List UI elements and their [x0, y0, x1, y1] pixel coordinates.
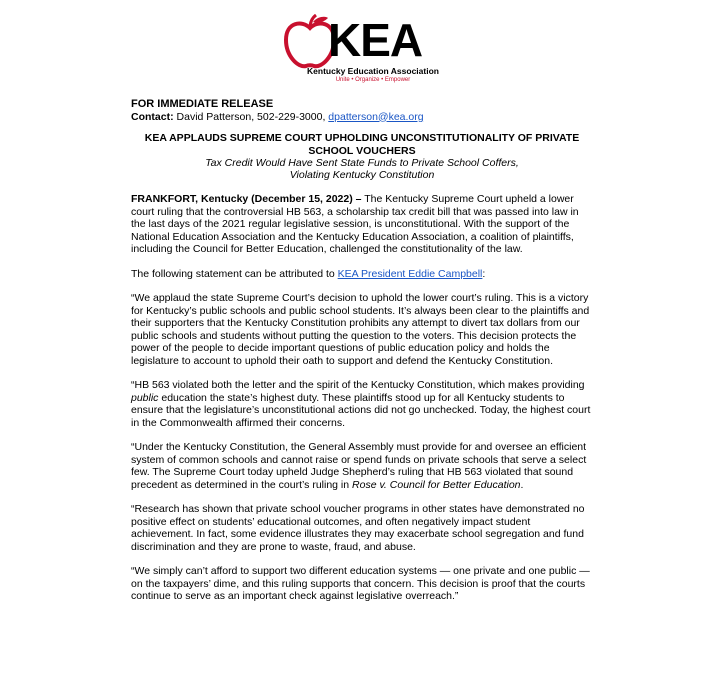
press-release-body	[131, 98, 593, 603]
release-label: FOR IMMEDIATE RELEASE	[131, 98, 274, 110]
paragraph-4	[131, 379, 593, 429]
paragraph-4-pre: “HB 563 violated both the letter and the spirit of the Kentucky Constitution, which makes providing	[131, 379, 585, 391]
contact-email-link[interactable]: dpatterson@kea.org	[328, 110, 424, 123]
paragraph-5-post: .	[520, 478, 524, 491]
logo-wordmark: KEA	[328, 14, 423, 66]
logo-tagline: Unite • Organize • Empower	[335, 77, 411, 83]
headline-line-1: KEA APPLAUDS SUPREME COURT UPHOLDING UNCONSTITUTIONALITY OF PRIVATE	[144, 132, 580, 144]
paragraph-5	[131, 441, 593, 491]
contact-text: David Patterson, 502-229-3000,	[176, 110, 326, 123]
kea-logo	[280, 14, 440, 84]
subhead-line-2: Violating Kentucky Constitution	[289, 169, 435, 181]
contact-line	[131, 111, 593, 124]
kea-president-link[interactable]: KEA President Eddie Campbell	[337, 267, 483, 280]
paragraph-6: “Research has shown that private school voucher programs in other states have demonstrated no positive effect on students’ educational outcomes, and often negatively impact student achievement. In fact, some evidence illustrates they may exacerbate school segregation and fund discrimination and they are prone to waste, fraud, and abuse.	[131, 503, 585, 553]
paragraph-2	[131, 268, 593, 281]
paragraph-1	[131, 193, 593, 256]
headline-line-2: SCHOOL VOUCHERS	[308, 144, 416, 157]
logo-org-name: Kentucky Education Association	[307, 66, 439, 76]
paragraph-4-emphasis: public	[131, 391, 159, 404]
dateline: FRANKFORT, Kentucky (December 15, 2022) –	[131, 193, 362, 205]
contact-label: Contact:	[131, 110, 174, 123]
paragraph-1-text: The Kentucky Supreme Court upheld a lower court ruling that the controversial HB 563, a scholarship tax credit bill that was passed into law in the last days of the 2021 regular legislative session, is unconstitutional. With the support of the National Education Association and the Kentucky Education Association, a coalition of plaintiffs, including the Council for Better Education, challenged the constitutionality of the law.	[131, 193, 579, 255]
case-citation: Rose v. Council for Better Education	[352, 478, 521, 491]
paragraph-2-text: The following statement can be attributed to	[131, 267, 335, 280]
paragraph-3: “We applaud the state Supreme Court’s decision to uphold the lower court’s ruling. This is a victory for Kentucky’s public schools and public school students. It’s always been clear to the plaintiffs and their supporters that the Kentucky Constitution prohibits any attempt to divert tax dollars from our public schools and students without putting the question to the voters. This decision protects the power of the people to decide important questions of public education policy and holds the legislature to account to uphold their oath to support and defend the Kentucky Constitution.	[131, 292, 590, 367]
paragraph-7: “We simply can’t afford to support two different education systems — one private and one public — on the taxpayers’ dime, and this ruling supports that concern. This decision is proof that the courts continue to serve as an important check against legislative overreach.”	[131, 565, 590, 602]
paragraph-4-post: education the state’s highest duty. These plaintiffs stood up for all Kentucky students to ensure that the legislature’s unconstitutional actions did not go unchecked. Today, the highest court in the Commonwealth affirmed their concerns.	[131, 391, 591, 429]
paragraph-2-end: :	[482, 267, 486, 280]
paragraph-5-pre: “Under the Kentucky Constitution, the General Assembly must provide for and oversee an efficient system of common schools and cannot raise or spend funds on private schools that serve a select few. The Supreme Court today upheld Judge Shepherd’s ruling that HB 563 violated that sound precedent as determined in the court’s ruling in	[131, 441, 587, 491]
subhead-line-1: Tax Credit Would Have Sent State Funds to Private School Coffers,	[205, 157, 519, 169]
